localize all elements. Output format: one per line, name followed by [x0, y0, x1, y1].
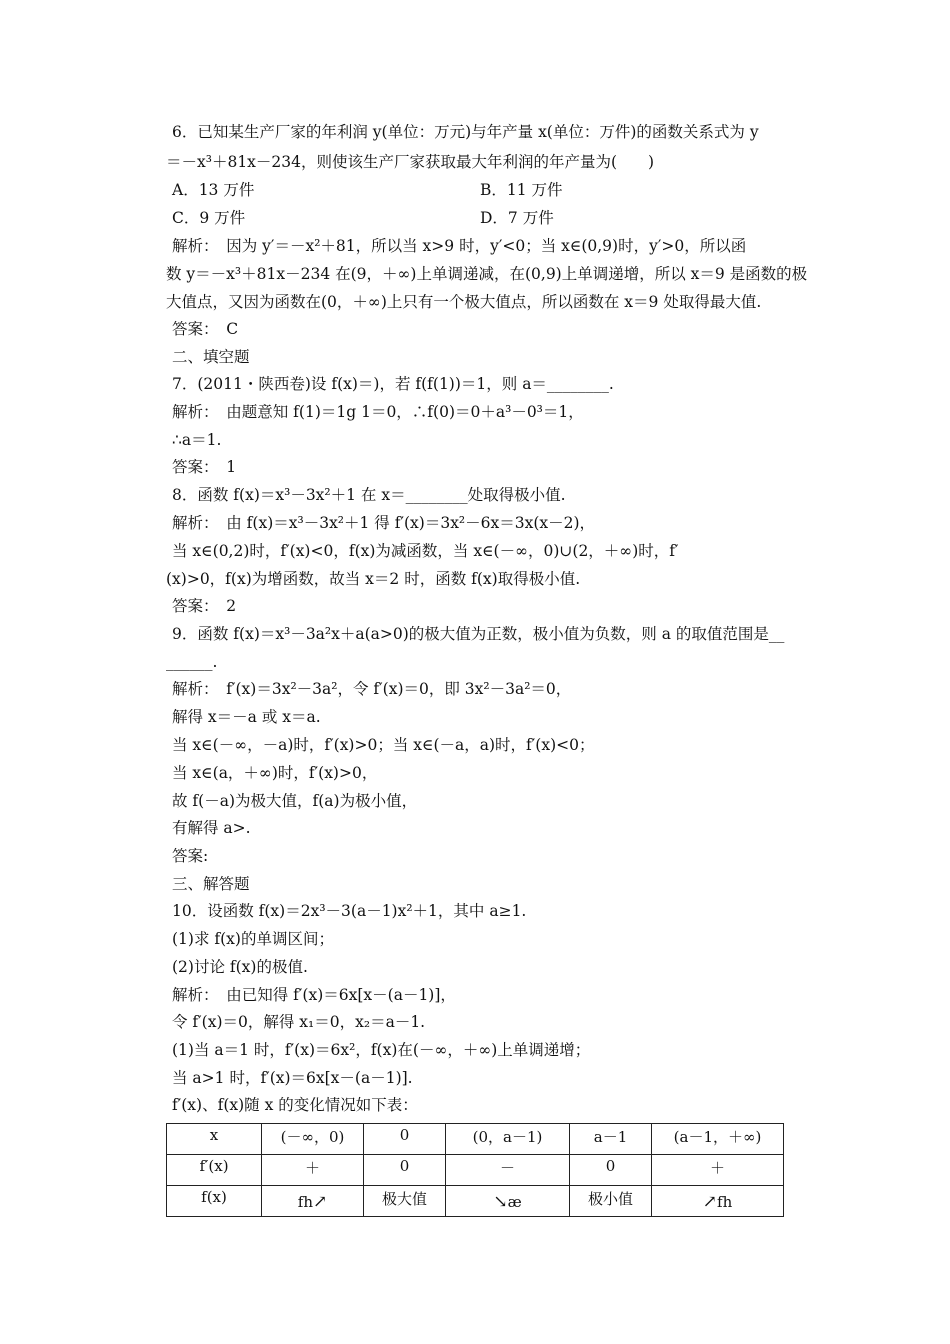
- q7-answer: 答案： 1: [172, 458, 237, 476]
- q9-solution-line2: 解得 x＝－a 或 x＝a.: [172, 708, 321, 726]
- q6-stem-line2: ＝－x³＋81x－234，则使该生产厂家获取最大年利润的年产量为( ): [166, 153, 655, 171]
- q10-part2: (2)讨论 f(x)的极值.: [172, 958, 308, 976]
- q6-option-b: B．11 万件: [480, 181, 563, 199]
- q9-solution-line5: 故 f(－a)为极大值，f(a)为极小值，: [172, 792, 418, 810]
- q7-solution-line1: 解析： 由题意知 f(1)＝1g 1＝0，∴f(0)＝0＋a³－0³＝1，: [172, 403, 584, 421]
- q10-solution-line4: 当 a>1 时，f′(x)＝6x[x－(a－1)].: [172, 1069, 413, 1087]
- table-cell: 0: [364, 1124, 446, 1155]
- q10-stem: 10．设函数 f(x)＝2x³－3(a－1)x²＋1，其中 a≥1.: [172, 902, 527, 920]
- table-cell: a－1: [570, 1124, 652, 1155]
- arrow-up-right-icon: ↗: [312, 1192, 328, 1212]
- q8-solution-line3: (x)>0，f(x)为增函数，故当 x＝2 时，函数 f(x)取得极小值.: [166, 570, 581, 588]
- table-header-row: [167, 1124, 784, 1155]
- arrow-down-right-icon: ↘: [493, 1192, 508, 1212]
- table-cell: 0: [364, 1155, 446, 1186]
- q10-part1: (1)求 f(x)的单调区间；: [172, 930, 334, 948]
- table-row-function: [167, 1186, 784, 1217]
- table-cell: 极大值: [364, 1186, 446, 1217]
- q9-stem-line1: 9．函数 f(x)＝x³－3a²x＋a(a>0)的极大值为正数，极小值为负数，则 a 的取值范围是__: [172, 625, 785, 643]
- q8-solution-line1: 解析： 由 f(x)＝x³－3x²＋1 得 f′(x)＝3x²－6x＝3x(x－2)，: [172, 514, 596, 532]
- q9-solution-line6: 有解得 a>.: [172, 819, 251, 837]
- q6-stem-line1: 6．已知某生产厂家的年利润 y(单位：万元)与年产量 x(单位：万件)的函数关系式为 y: [172, 123, 759, 141]
- arrow-up-right-icon: ↗: [702, 1192, 718, 1212]
- table-cell: (－∞，0): [262, 1124, 364, 1155]
- variation-table: [166, 1123, 784, 1217]
- q6-solution-line2: 数 y＝－x³＋81x－234 在(9，＋∞)上单调递减，在(0,9)上单调递增，所以 x＝9 是函数的极: [166, 265, 808, 283]
- q6-solution-line1: 解析： 因为 y′＝－x²＋81，所以当 x>9 时，y′<0；当 x∈(0,9)时，y′>0，所以函: [172, 237, 747, 255]
- table-cell-text: fh: [717, 1193, 733, 1211]
- table-cell: ＋: [262, 1155, 364, 1186]
- table-cell: (0，a－1): [446, 1124, 570, 1155]
- q8-solution-line2: 当 x∈(0,2)时，f′(x)<0，f(x)为减函数，当 x∈(－∞，0)∪(2，＋∞)时，f′: [172, 542, 679, 560]
- table-cell: x: [167, 1124, 262, 1155]
- table-cell: f′(x): [167, 1155, 262, 1186]
- table-row-derivative: [167, 1155, 784, 1186]
- table-cell: 极小值: [570, 1186, 652, 1217]
- q10-solution-line5: f′(x)、f(x)随 x 的变化情况如下表：: [172, 1096, 418, 1114]
- q9-solution-line3: 当 x∈(－∞，－a)时，f′(x)>0；当 x∈(－a，a)时，f′(x)<0；: [172, 736, 595, 754]
- table-cell: [262, 1186, 364, 1217]
- table-cell: －: [446, 1155, 570, 1186]
- q9-stem-line2: ______.: [166, 653, 218, 671]
- q8-stem: 8．函数 f(x)＝x³－3x²＋1 在 x＝________处取得极小值.: [172, 486, 566, 504]
- table-cell-text: æ: [507, 1193, 522, 1211]
- q10-solution-line1: 解析： 由已知得 f′(x)＝6x[x－(a－1)]，: [172, 986, 456, 1004]
- table-cell: (a－1，＋∞): [652, 1124, 784, 1155]
- q9-solution-line4: 当 x∈(a，＋∞)时，f′(x)>0，: [172, 764, 378, 782]
- section-fill-in-heading: 二、填空题: [172, 348, 250, 366]
- q7-stem: 7．(2011・陕西卷)设 f(x)＝)，若 f(f(1))＝1，则 a＝________.: [172, 375, 614, 393]
- q9-solution-line1: 解析： f′(x)＝3x²－3a²，令 f′(x)＝0，即 3x²－3a²＝0，: [172, 680, 572, 698]
- table-cell: 0: [570, 1155, 652, 1186]
- table-cell: f(x): [167, 1186, 262, 1217]
- q10-solution-line2: 令 f′(x)＝0，解得 x₁＝0，x₂＝a－1.: [172, 1013, 426, 1031]
- q6-answer: 答案： C: [172, 320, 239, 338]
- q6-option-c: C．9 万件: [172, 209, 246, 227]
- q6-option-a: A．13 万件: [172, 181, 255, 199]
- q7-solution-line2: ∴a＝1.: [172, 431, 222, 449]
- table-cell: [446, 1186, 570, 1217]
- q10-solution-line3: (1)当 a＝1 时，f′(x)＝6x²，f(x)在(－∞，＋∞)上单调递增；: [172, 1041, 591, 1059]
- table-cell: [652, 1186, 784, 1217]
- table-cell-text: fh: [297, 1193, 313, 1211]
- q6-option-d: D．7 万件: [480, 209, 554, 227]
- q6-solution-line3: 大值点，又因为函数在(0，＋∞)上只有一个极大值点，所以函数在 x＝9 处取得最大值.: [166, 293, 762, 311]
- q8-answer: 答案： 2: [172, 597, 237, 615]
- q9-answer: 答案:: [172, 847, 209, 865]
- section-solve-heading: 三、解答题: [172, 875, 250, 893]
- table-cell: ＋: [652, 1155, 784, 1186]
